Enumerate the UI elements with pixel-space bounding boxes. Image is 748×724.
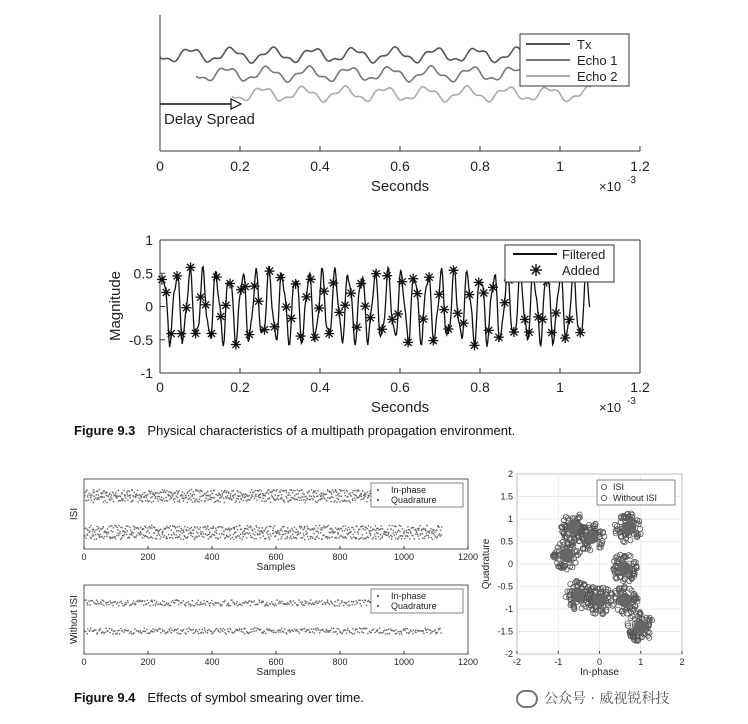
c2-added-marker (281, 302, 291, 312)
c2-added-marker (500, 298, 510, 308)
c5-without-isi-point (617, 562, 631, 576)
c2-x-tick-label: 0.4 (310, 379, 330, 395)
c5-x-tick-label: -2 (512, 657, 522, 667)
c5-y-tick-label: 1 (507, 514, 513, 524)
c2-added-marker (319, 286, 329, 296)
c2-added-marker (377, 324, 387, 334)
c2-added-marker (270, 322, 280, 332)
c4-x-tick-label: 1200 (457, 657, 479, 667)
c2-added-marker (408, 274, 418, 284)
c1-series-echo-1 (196, 66, 575, 82)
c2-added-marker (340, 300, 350, 310)
c5-x-tick-label: 2 (679, 657, 685, 667)
c2-added-marker (560, 333, 570, 343)
c2-added-marker (575, 328, 585, 338)
c2-added-marker (509, 327, 519, 337)
c5-y-axis-label: Quadrature (481, 538, 492, 590)
c5-x-tick-label: -1 (554, 657, 563, 667)
c2-added-marker (393, 309, 403, 319)
c1-x-tick-label: 0 (156, 158, 164, 174)
c5-cluster (609, 584, 641, 616)
c1-x-exponent: ×10 (599, 179, 622, 194)
c4-legend-label: Quadrature (391, 601, 437, 611)
c3-x-tick-label: 600 (268, 552, 284, 562)
c2-x-axis-label: Seconds (370, 399, 430, 416)
c1-x-axis-label: Seconds (370, 178, 430, 195)
c2-added-marker (474, 277, 484, 287)
c1-x-tick-label: 0.8 (470, 158, 490, 174)
c2-added-marker (449, 265, 459, 275)
c5-without-isi-point (584, 530, 598, 544)
c2-added-marker (249, 281, 259, 291)
c2-added-marker (439, 305, 449, 315)
c2-added-marker (434, 289, 444, 299)
c4-x-axis-label: Samples (256, 667, 296, 678)
c5-without-isi-point (560, 548, 574, 562)
c4-legend-marker (377, 595, 379, 597)
c1-annotation-delay-spread: Delay Spread (164, 111, 255, 128)
c5-without-isi-point (621, 521, 635, 535)
c2-added-marker (216, 312, 226, 322)
c2-added-marker (479, 288, 489, 298)
c2-x-exponent: ×10 (599, 400, 622, 415)
c1-x-tick-label: 0.4 (310, 158, 330, 174)
c4-x-tick-label: 400 (204, 657, 220, 667)
c1-series-echo-2 (232, 86, 591, 102)
c2-x-exponent-power: -3 (627, 396, 636, 407)
c2-added-marker (324, 329, 334, 339)
c4-legend-label: In-phase (391, 591, 427, 601)
c2-legend-label: Added (562, 263, 600, 278)
c5-y-tick-label: -1.5 (497, 626, 513, 637)
c5-without-isi-point (572, 589, 586, 603)
c5-without-isi-point (593, 593, 607, 607)
c2-added-marker (470, 340, 480, 350)
c5-legend-label: ISI (613, 482, 625, 492)
c2-added-marker (360, 301, 370, 311)
c2-added-marker (403, 337, 413, 347)
c1-delay-arrowhead (231, 99, 241, 109)
c2-added-marker (464, 290, 474, 300)
c2-added-marker (443, 324, 453, 334)
c2-added-marker (459, 318, 469, 328)
c2-added-marker (302, 292, 312, 302)
c5-y-tick-label: 1.5 (500, 491, 513, 502)
c2-added-marker (260, 325, 270, 335)
c2-added-marker (484, 325, 494, 335)
c5-y-tick-label: -2 (504, 649, 513, 659)
c2-added-marker (212, 272, 222, 282)
c2-added-marker (225, 279, 235, 289)
c5-isi-point (568, 582, 573, 587)
c2-added-marker (221, 300, 231, 310)
c2-added-marker (424, 272, 434, 282)
c2-added-marker (412, 289, 422, 299)
c5-isi-point (628, 554, 633, 559)
c2-x-tick-label: 1.2 (630, 379, 650, 395)
c5-y-tick-label: 0 (507, 559, 513, 569)
c2-added-marker (166, 329, 176, 339)
figure-9-3-label: Figure 9.3 (74, 423, 136, 438)
c2-added-marker (231, 340, 241, 350)
c2-added-marker (428, 336, 438, 346)
c3-legend-marker (377, 489, 379, 491)
c5-without-isi-point (634, 620, 648, 634)
c2-added-marker (306, 274, 316, 284)
c4-x-tick-label: 200 (140, 657, 156, 667)
watermark (516, 688, 669, 708)
c2-legend-star (530, 264, 542, 276)
c3-x-tick-label: 0 (81, 552, 87, 562)
c2-legend-label: Filtered (562, 247, 606, 262)
c1-x-tick-label: 1.2 (630, 158, 650, 174)
c5-cluster (613, 511, 644, 545)
c3-legend-label: Quadrature (391, 495, 437, 505)
c1-x-exponent-power: -3 (627, 175, 636, 186)
wechat-icon (516, 690, 538, 708)
c4-x-tick-label: 0 (81, 657, 87, 667)
c3-x-tick-label: 800 (332, 552, 348, 562)
c2-added-marker (196, 292, 206, 302)
c2-added-marker (157, 275, 167, 285)
c4-y-axis-label: Without ISI (69, 595, 80, 644)
figure-9-4-caption (74, 690, 364, 705)
figure-9-3-text: Physical characteristics of a multipath propagation environment. (147, 423, 516, 438)
c2-added-marker (191, 328, 201, 338)
c5-legend-label: Without ISI (613, 493, 658, 503)
c1-x-tick-label: 1 (556, 158, 564, 174)
c5-x-tick-label: 1 (638, 657, 644, 667)
c2-added-marker (291, 279, 301, 289)
c2-added-marker (275, 273, 285, 283)
c2-added-marker (494, 332, 504, 342)
c2-added-marker (207, 329, 217, 339)
c2-added-marker (453, 308, 463, 318)
c3-y-axis-label: ISI (69, 507, 80, 521)
c2-added-marker (356, 279, 366, 289)
c5-cluster (611, 552, 640, 584)
c2-added-marker (186, 262, 196, 272)
c2-added-marker (382, 271, 392, 281)
c2-added-marker (265, 266, 275, 276)
figure-9-4-text: Effects of symbol smearing over time. (147, 690, 364, 705)
c5-x-axis-label: In-phase (580, 667, 619, 678)
c3-x-tick-label: 1200 (457, 552, 479, 562)
c2-added-marker (314, 303, 324, 313)
c2-added-marker (286, 313, 296, 323)
c2-added-marker (488, 282, 498, 292)
c2-y-axis-label: Magnitude (107, 270, 124, 342)
c4-x-tick-label: 1000 (393, 657, 415, 667)
c5-y-tick-label: -1 (504, 604, 513, 614)
c2-added-marker (352, 322, 362, 332)
c2-added-marker (524, 327, 534, 337)
watermark-text: 公众号 · 威视锐科技 (544, 691, 670, 707)
c1-x-tick-label: 0.2 (230, 158, 250, 174)
c2-added-marker (296, 331, 306, 341)
c5-x-tick-label: 0 (596, 657, 603, 667)
c2-added-marker (172, 271, 182, 281)
c5-without-isi-point (617, 593, 631, 607)
c3-legend-label: In-phase (391, 485, 427, 495)
c5-y-tick-label: -0.5 (497, 581, 513, 592)
c2-added-marker (310, 332, 320, 342)
c2-added-marker (418, 314, 428, 324)
c2-added-marker (371, 269, 381, 279)
c2-added-marker (365, 313, 375, 323)
c4-x-tick-label: 600 (268, 657, 284, 667)
c2-y-tick-label: 0.5 (133, 265, 153, 282)
c4-legend-marker (377, 605, 379, 607)
c5-isi-point (637, 526, 642, 531)
c5-y-tick-label: 0.5 (500, 536, 513, 547)
c2-added-marker (334, 307, 344, 317)
c2-x-tick-label: 0.2 (230, 379, 250, 395)
c2-added-marker (397, 277, 407, 287)
c3-x-tick-label: 1000 (393, 552, 415, 562)
figure-9-3-caption (74, 423, 515, 438)
c2-y-tick-label: 0 (145, 298, 153, 315)
c3-x-axis-label: Samples (256, 562, 296, 573)
c3-x-tick-label: 400 (204, 552, 220, 562)
c2-added-marker (538, 314, 548, 324)
c2-added-marker (201, 300, 211, 310)
c3-x-tick-label: 200 (140, 552, 156, 562)
c2-added-marker (328, 278, 338, 288)
c2-x-tick-label: 0.8 (470, 379, 490, 395)
figure-9-4-label: Figure 9.4 (74, 690, 136, 705)
c1-legend-label: Tx (577, 37, 592, 52)
c2-y-tick-label: -0.5 (128, 331, 153, 348)
c2-added-marker (240, 282, 250, 292)
c3-legend-marker (377, 499, 379, 501)
c1-legend-label: Echo 1 (577, 53, 618, 68)
c1-legend-label: Echo 2 (577, 69, 618, 84)
c2-added-marker (520, 314, 530, 324)
c5-cluster (550, 539, 582, 572)
c2-added-marker (244, 330, 254, 340)
c2-added-marker (181, 303, 191, 313)
c4-x-tick-label: 800 (332, 657, 348, 667)
c2-added-marker (254, 296, 264, 306)
c2-y-tick-label: -1 (140, 365, 153, 381)
c2-x-tick-label: 0.6 (390, 379, 410, 395)
c2-y-tick-label: 1 (145, 232, 153, 248)
c2-added-marker (564, 314, 574, 324)
c2-x-tick-label: 0 (156, 379, 164, 395)
c5-y-tick-label: 2 (507, 469, 513, 479)
c1-series-tx (160, 47, 560, 63)
c2-x-tick-label: 1 (556, 379, 564, 395)
c1-x-tick-label: 0.6 (390, 158, 410, 174)
c2-added-marker (346, 288, 356, 298)
c2-added-marker (161, 288, 171, 298)
c2-added-marker (176, 329, 186, 339)
c2-added-marker (551, 308, 561, 318)
c2-added-marker (547, 328, 557, 338)
